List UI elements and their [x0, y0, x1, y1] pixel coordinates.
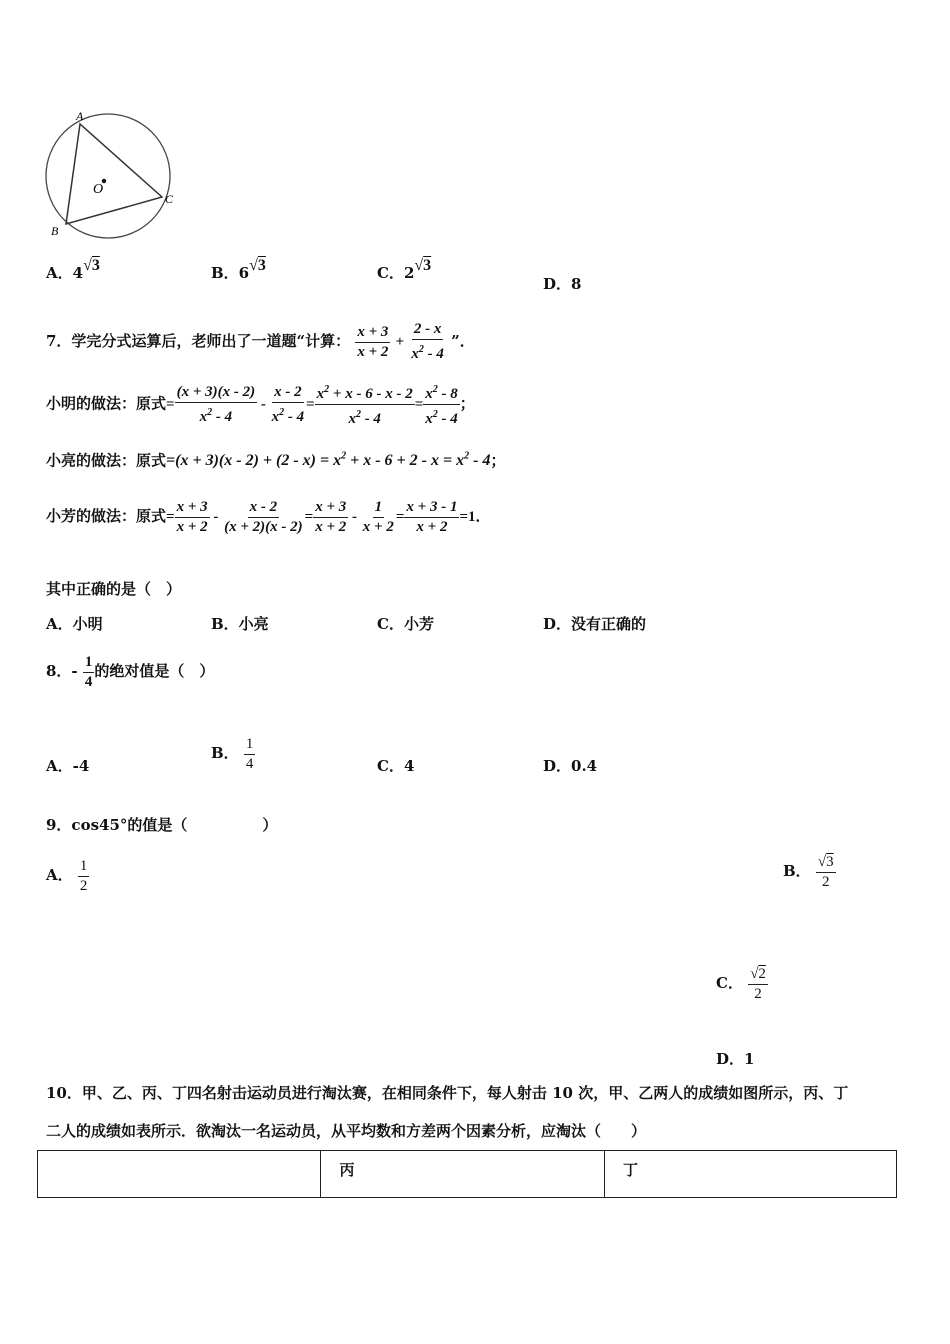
q9-option-a[interactable]: A． $\frac{1}{2}$ [46, 857, 88, 894]
q9-option-b[interactable]: B． $\frac{√3}{2}$ [783, 853, 834, 890]
q7-stem: 7．学完分式运算后，老师出了一道题“计算： $\frac{x + 3}{x + 2}$ + $\frac{2 - x}{x^2 - 4}$ ”． [46, 321, 475, 362]
q9-option-c[interactable]: C． $\frac{√2}{2}$ [716, 965, 766, 1002]
label-b: B [51, 224, 59, 238]
q8-option-c[interactable]: C．4 [377, 757, 415, 775]
q10-table [37, 1150, 897, 1198]
circle-triangle-figure [38, 105, 178, 240]
q8-stem: 8．- $\frac{1}{4}$ 的绝对值是（ ） [46, 653, 215, 690]
q6-option-d[interactable]: D．8 [543, 275, 582, 293]
q6-option-a[interactable]: A．4√3 [46, 257, 100, 282]
q9-option-d[interactable]: D．1 [716, 1050, 755, 1068]
table-cell-ding: 丁 [604, 1151, 896, 1198]
q7-option-b[interactable]: B．小亮 [211, 615, 269, 633]
q7-xiaoming-solution: 小明的做法：原式= $\frac{(x + 3)(x - 2)}{x^2 - 4}$ - $\frac{x - 2}{x^2 - 4}$ = $\frac{x^2 + x - 6 - x - 2}{x^2 - 4}$ = $\frac{x^2 - 8}{x^2 - 4}$ ； [46, 380, 475, 429]
q7-option-a[interactable]: A．小明 [46, 615, 103, 633]
triangle-abc [66, 124, 162, 224]
q6-option-c[interactable]: C．2√3 [377, 257, 432, 282]
label-a: A [76, 109, 84, 123]
q8-option-b[interactable]: B． $\frac{1}{4}$ [211, 735, 254, 772]
q7-question: 其中正确的是（ ） [46, 580, 182, 598]
q7-option-c[interactable]: C．小芳 [377, 615, 434, 633]
q10-stem-line1: 10．甲、乙、丙、丁四名射击运动员进行淘汰赛，在相同条件下，每人射击 10 次，甲、乙两人的成绩如图所示，丙、丁 [46, 1084, 849, 1102]
label-o: O [93, 182, 104, 197]
q8-option-d[interactable]: D．0.4 [543, 757, 598, 775]
q9-stem: 9．cos45°的值是（ ） [46, 816, 278, 834]
circle [46, 114, 170, 238]
table-row [38, 1151, 897, 1198]
q7-option-d[interactable]: D．没有正确的 [543, 615, 647, 633]
q6-option-b[interactable]: B．6√3 [211, 257, 266, 282]
table-cell-bing: 丙 [321, 1151, 604, 1198]
label-c: C [165, 192, 174, 206]
q7-xiaoliang-solution: 小亮的做法：原式$=(x + 3)(x - 2) + (2 - x) = x^2 + x - 6 + 2 - x = x^2 - 4$； [46, 451, 506, 470]
q10-stem-line2: 二人的成绩如表所示．欲淘汰一名运动员，从平均数和方差两个因素分析，应淘汰（ ） [46, 1122, 647, 1140]
table-cell-empty [38, 1151, 321, 1198]
q7-xiaofang-solution: 小芳的做法：原式= $\frac{x + 3}{x + 2}$ - $\frac{x - 2}{(x + 2)(x - 2)}$ = $\frac{x + 3}{x + 2}$ - $\frac{1}{x + 2}$ = $\frac{x + 3 - 1}{x + 2}$ =1． [46, 498, 491, 535]
q8-option-a[interactable]: A．-4 [46, 757, 90, 775]
